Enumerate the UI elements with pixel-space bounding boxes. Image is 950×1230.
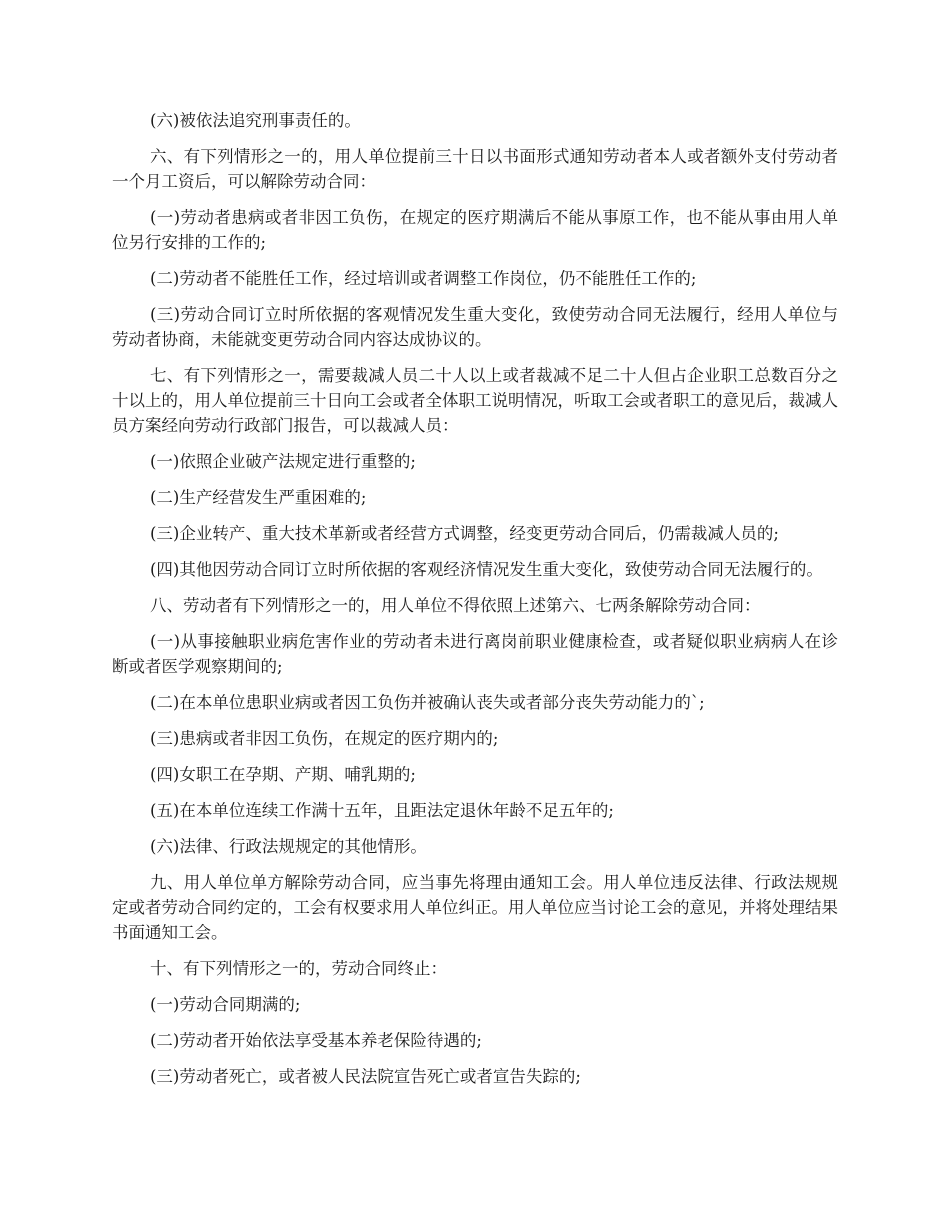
paragraph-10-2: (二)劳动者开始依法享受基本养老保险待遇的; <box>150 1031 482 1050</box>
paragraph-7-2: (二)生产经营发生严重困难的; <box>150 488 367 507</box>
paragraph-6-6: (六)被依法追究刑事责任的。 <box>150 111 361 130</box>
paragraph-10-1: (一)劳动合同期满的; <box>150 995 301 1014</box>
article-10-heading: 十、有下列情形之一的，劳动合同终止： <box>150 959 447 978</box>
paragraph-6-1: (一)劳动者患病或者非因工负伤，在规定的医疗期满后不能从事原工作，也不能从事由用人单位另行安排的工作的; <box>112 208 838 252</box>
article-7-heading: 七、有下列情形之一，需要裁减人员二十人以上或者裁减不足二十人但占企业职工总数百分之十以上的，用人单位提前三十日向工会或者全体职工说明情况，听取工会或者职工的意见后，裁减人员方案经向劳动行政部门报告，可以裁减人员： <box>112 366 838 435</box>
paragraph-8-2: (二)在本单位患职业病或者因工负伤并被确认丧失或者部分丧失劳动能力的`; <box>150 693 705 712</box>
article-6-heading: 六、有下列情形之一的，用人单位提前三十日以书面形式通知劳动者本人或者额外支付劳动者一个月工资后，可以解除劳动合同： <box>112 147 838 191</box>
paragraph-7-3: (三)企业转产、重大技术革新或者经营方式调整，经变更劳动合同后，仍需裁减人员的; <box>150 524 779 543</box>
document-page <box>112 108 838 1100</box>
paragraph-8-3: (三)患病或者非因工负伤，在规定的医疗期内的; <box>150 729 499 748</box>
paragraph-7-1: (一)依照企业破产法规定进行重整的; <box>150 452 416 471</box>
paragraph-8-4: (四)女职工在孕期、产期、哺乳期的; <box>150 765 416 784</box>
article-8-heading: 八、劳动者有下列情形之一的，用人单位不得依照上述第六、七两条解除劳动合同： <box>150 596 761 615</box>
paragraph-8-6: (六)法律、行政法规规定的其他情形。 <box>150 837 427 856</box>
paragraph-8-1: (一)从事接触职业病危害作业的劳动者未进行离岗前职业健康检查，或者疑似职业病病人在诊断或者医学观察期间的; <box>112 632 838 676</box>
article-9: 九、用人单位单方解除劳动合同，应当事先将理由通知工会。用人单位违反法律、行政法规规定或者劳动合同约定的，工会有权要求用人单位纠正。用人单位应当讨论工会的意见，并将处理结果书面通知工会。 <box>112 873 838 942</box>
paragraph-6-2: (二)劳动者不能胜任工作，经过培训或者调整工作岗位，仍不能胜任工作的; <box>150 269 697 288</box>
paragraph-7-4: (四)其他因劳动合同订立时所依据的客观经济情况发生重大变化，致使劳动合同无法履行的。 <box>150 560 823 579</box>
paragraph-10-3: (三)劳动者死亡，或者被人民法院宣告死亡或者宣告失踪的; <box>150 1067 581 1086</box>
paragraph-8-5: (五)在本单位连续工作满十五年，且距法定退休年龄不足五年的; <box>150 801 614 820</box>
paragraph-6-3: (三)劳动合同订立时所依据的客观情况发生重大变化，致使劳动合同无法履行，经用人单位与劳动者协商，未能就变更劳动合同内容达成协议的。 <box>112 305 838 349</box>
